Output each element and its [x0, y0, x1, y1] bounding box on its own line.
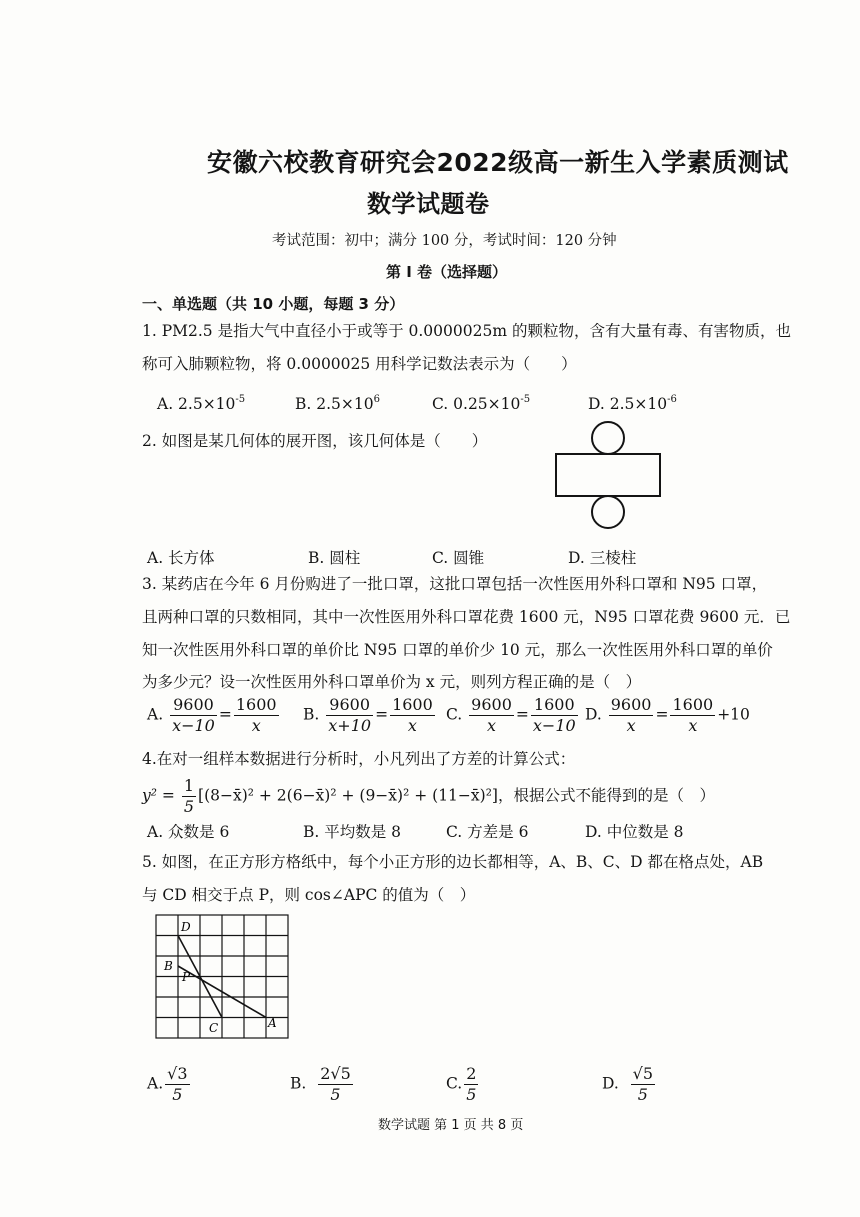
- q1-option-b: B. $2.5\times 10^6$: [295, 394, 380, 413]
- exam-info: 考试范围：初中；满分 100 分，考试时间：120 分钟: [272, 233, 617, 249]
- q4-line1: 4.在对一组样本数据进行分析时，小凡列出了方差的计算公式：: [142, 750, 576, 768]
- q2-option-c: C. 圆锥: [432, 549, 485, 567]
- q4-option-d: D. 中位数是 8: [585, 823, 684, 841]
- q3-option-b: B. $\frac{9600}{x+10}$ = $\frac{1600}{x}$: [303, 695, 433, 735]
- q1-line1: 1. PM2.5 是指大气中直径小于或等于 0.0000025m 的颗粒物，含有大量有毒、有害物质，也: [142, 322, 791, 340]
- q4-option-b: B. 平均数是 8: [303, 823, 402, 841]
- q5-option-c: C. $\frac{2}{5}$: [446, 1064, 477, 1104]
- page-title: 安徽六校教育研究会2022级高一新生入学素质测试: [207, 148, 789, 177]
- page-subtitle: 数学试题卷: [367, 190, 490, 218]
- grid-label-d: D: [181, 920, 191, 934]
- net-bottom-circle: [592, 496, 624, 528]
- q3-line2: 且两种口罩的只数相同，其中一次性医用外科口罩花费 1600 元，N95 口罩花费 9600 元．已: [142, 608, 791, 626]
- q5-option-b: B. $\frac{2√5}{5}$: [290, 1064, 351, 1104]
- section-heading: 一、单选题（共 10 小题，每题 3 分）: [142, 295, 405, 313]
- q1-option-a: A. $2.5\times 10^{-5}$: [157, 394, 246, 413]
- q4-formula: y² = $\frac{1}{5}$ [(8−x̄)² + 2(6−x̄)² + (9−x̄)² + (11−x̄)²]，根据公式不能得到的是（ ）: [142, 776, 715, 816]
- grid-label-p: P: [182, 970, 191, 984]
- q1-line2: 称可入肺颗粒物，将 0.0000025 用科学记数法表示为（ ）: [142, 355, 577, 373]
- q3-line1: 3. 某药店在今年 6 月份购进了一批口罩，这批口罩包括一次性医用外科口罩和 N95 口罩，: [142, 575, 768, 593]
- q5-option-a: A. $\frac{√3}{5}$: [147, 1064, 188, 1104]
- q1-option-c: C. $0.25\times 10^{-5}$: [432, 394, 531, 413]
- volume-heading: 第 I 卷（选择题）: [386, 263, 508, 281]
- q1-option-d: D. $2.5\times 10^{-6}$: [588, 394, 677, 413]
- q3-option-a: A. $\frac{9600}{x-10}$ = $\frac{1600}{x}$: [147, 695, 277, 735]
- net-top-circle: [592, 422, 624, 454]
- q5-line1: 5. 如图，在正方形方格纸中，每个小正方形的边长都相等，A、B、C、D 都在格点处，AB: [142, 853, 764, 871]
- grid-figure: [154, 913, 292, 1043]
- grid-label-a: A: [268, 1016, 277, 1030]
- q5-option-d: D. $\frac{√5}{5}$: [602, 1064, 654, 1104]
- page-footer: 数学试题 第 1 页 共 8 页: [378, 1118, 524, 1133]
- q3-line3: 知一次性医用外科口罩的单价比 N95 口罩的单价少 10 元，那么一次性医用外科口罩的单价: [142, 641, 773, 659]
- cylinder-net-figure: [552, 420, 664, 532]
- q2-line1: 2. 如图是某几何体的展开图，该几何体是（ ）: [142, 432, 488, 450]
- grid-label-b: B: [164, 959, 173, 973]
- q2-option-d: D. 三棱柱: [568, 549, 637, 567]
- q2-option-b: B. 圆柱: [308, 549, 361, 567]
- grid-label-c: C: [209, 1021, 219, 1035]
- q3-line4: 为多少元？设一次性医用外科口罩单价为 x 元，则列方程正确的是（ ）: [142, 673, 642, 691]
- q4-option-a: A. 众数是 6: [147, 823, 230, 841]
- q3-option-d: D. $\frac{9600}{x}$ = $\frac{1600}{x}$ +10: [585, 695, 750, 735]
- q3-option-c: C. $\frac{9600}{x}$ = $\frac{1600}{x-10}$: [446, 695, 576, 735]
- q2-option-a: A. 长方体: [147, 549, 215, 567]
- q4-option-c: C. 方差是 6: [446, 823, 529, 841]
- q5-line2: 与 CD 相交于点 P，则 cos∠APC 的值为（ ）: [142, 886, 476, 904]
- net-rectangle: [556, 454, 660, 496]
